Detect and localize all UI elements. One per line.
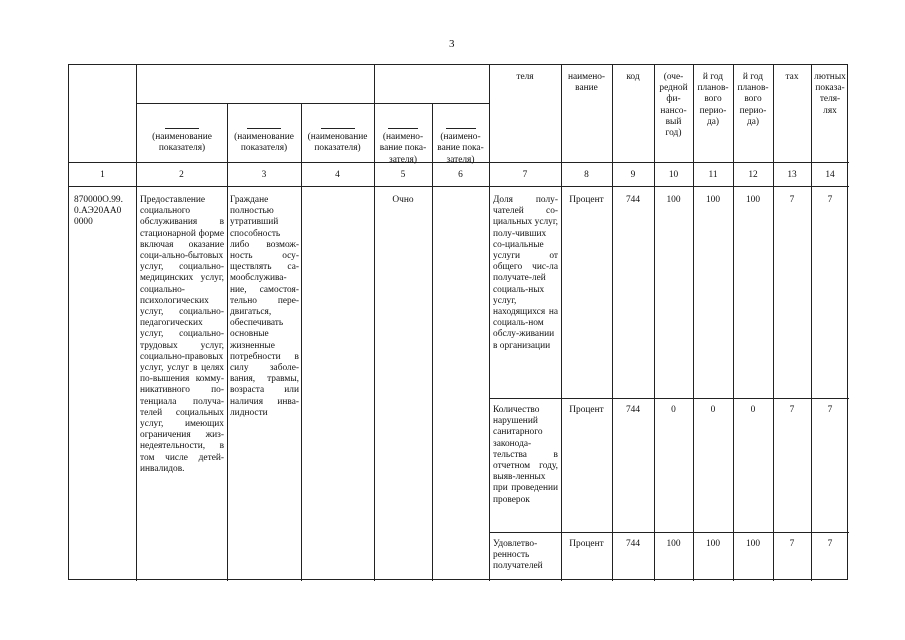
header-col6: (наимено- вание пока- зателя) [432,117,489,166]
indicator-value: 0 [671,405,676,415]
column-number: 2 [179,170,184,180]
indicator-name: Количество нарушений санитарного законода-тельства в отчетном году, выяв-ленных при проведении проверок [493,405,558,505]
column-number: 9 [630,170,636,180]
header-col5: (наимено- вание пока- зателя) [374,117,432,166]
column-number: 14 [825,170,835,180]
indicator-value: 100 [705,539,721,549]
header-col10: (оче- редной фи- нансо- вый год) [659,72,688,139]
column-number: 4 [335,170,340,180]
indicator-value: 100 [745,195,761,205]
grid-line [654,65,655,581]
indicator-name: Доля полу-чателей со-циальных услуг, полу-чивших со-циальные услуги от общего чис-ла получате-лей социаль-ных услуг, находящихся на социаль-ном обслу-живании в организации [493,195,558,351]
indicator-value: 100 [745,539,761,549]
indicator-unit: Процент [569,539,604,549]
column-number: 12 [748,170,758,180]
header-col9: код [626,72,640,82]
header-col7: теля [516,72,534,82]
grid-line [811,65,812,581]
indicator-value: 7 [827,195,833,205]
recipient-category: Граждане полностью утративший способность либо возмож-ность осу-ществлять са-мообслужива-ние, самостоя-тельно пере-двигаться, обеспечивать основные жизненные потребности в силу заболе-вания, травмы, возраста или наличия инва-лидности [230,195,299,418]
service-name: Предоставление социального обслуживания в стационарной форме включая оказание соци-ально-бытовых услуг, социально-медицинских услуг, социально-психологических услуг, социально-педагогических услуг, социально-трудовых услуг, социально-правовых услуг, услуг в целях по-вышения комму-никативного по-тенциала получа-телей социальных услуг, имеющих ограничения жиз-недеятельности, в том числе детей-инвалидов. [140,195,224,474]
grid-line [69,186,849,187]
indicator-unit: Процент [569,195,604,205]
grid-line [733,65,734,581]
grid-line [489,398,849,399]
blank-line [321,128,355,129]
indicator-code: 744 [625,405,641,415]
blank-line [388,128,418,129]
column-number: 6 [458,170,463,180]
indicator-code: 744 [625,195,641,205]
grid-line [489,532,849,533]
grid-line [773,65,774,581]
indicator-value: 100 [705,195,721,205]
grid-line [489,65,490,581]
blank-line [446,128,476,129]
header-col14: лютных показа- теля- лях [814,72,846,116]
service-form: Очно [392,195,414,205]
column-number: 11 [708,170,718,180]
indicator-value: 7 [827,405,833,415]
header-col2: (наименование показателя) [137,117,227,155]
grid-line [561,65,562,581]
column-number: 1 [100,170,105,180]
indicator-value: 0 [710,405,716,415]
column-number: 3 [261,170,267,180]
column-number: 7 [522,170,528,180]
indicator-value: 100 [666,539,681,549]
indicator-value: 7 [827,539,833,549]
indicator-value: 7 [789,195,795,205]
header-col8: наимено- вание [567,72,606,94]
indicator-unit: Процент [569,405,604,415]
blank-line [247,128,281,129]
grid-line [136,103,489,104]
header-col4: (наименование показателя) [301,117,374,155]
column-number: 10 [668,170,679,180]
header-col13: тах [785,72,799,82]
registry-code: 870000О.99. 0.АЭ20АА0 0000 [74,195,123,228]
header-col3: (наименование показателя) [227,117,301,155]
indicator-table [68,64,848,580]
indicator-value: 7 [789,539,795,549]
column-number: 8 [584,170,589,180]
indicator-value: 7 [789,405,795,415]
column-number: 5 [400,170,406,180]
indicator-value: 0 [750,405,756,415]
header-col11: й год планов- вого перио- да) [697,72,729,127]
grid-line [612,65,613,581]
grid-line [693,65,694,581]
page-number: 3 [449,38,455,50]
indicator-value: 100 [666,195,681,205]
column-number: 13 [787,170,797,180]
header-col12: й год планов- вого перио- да) [737,72,769,127]
indicator-code: 744 [625,539,641,549]
blank-line [165,128,199,129]
indicator-name: Удовлетво-ренность получателей [493,539,543,572]
